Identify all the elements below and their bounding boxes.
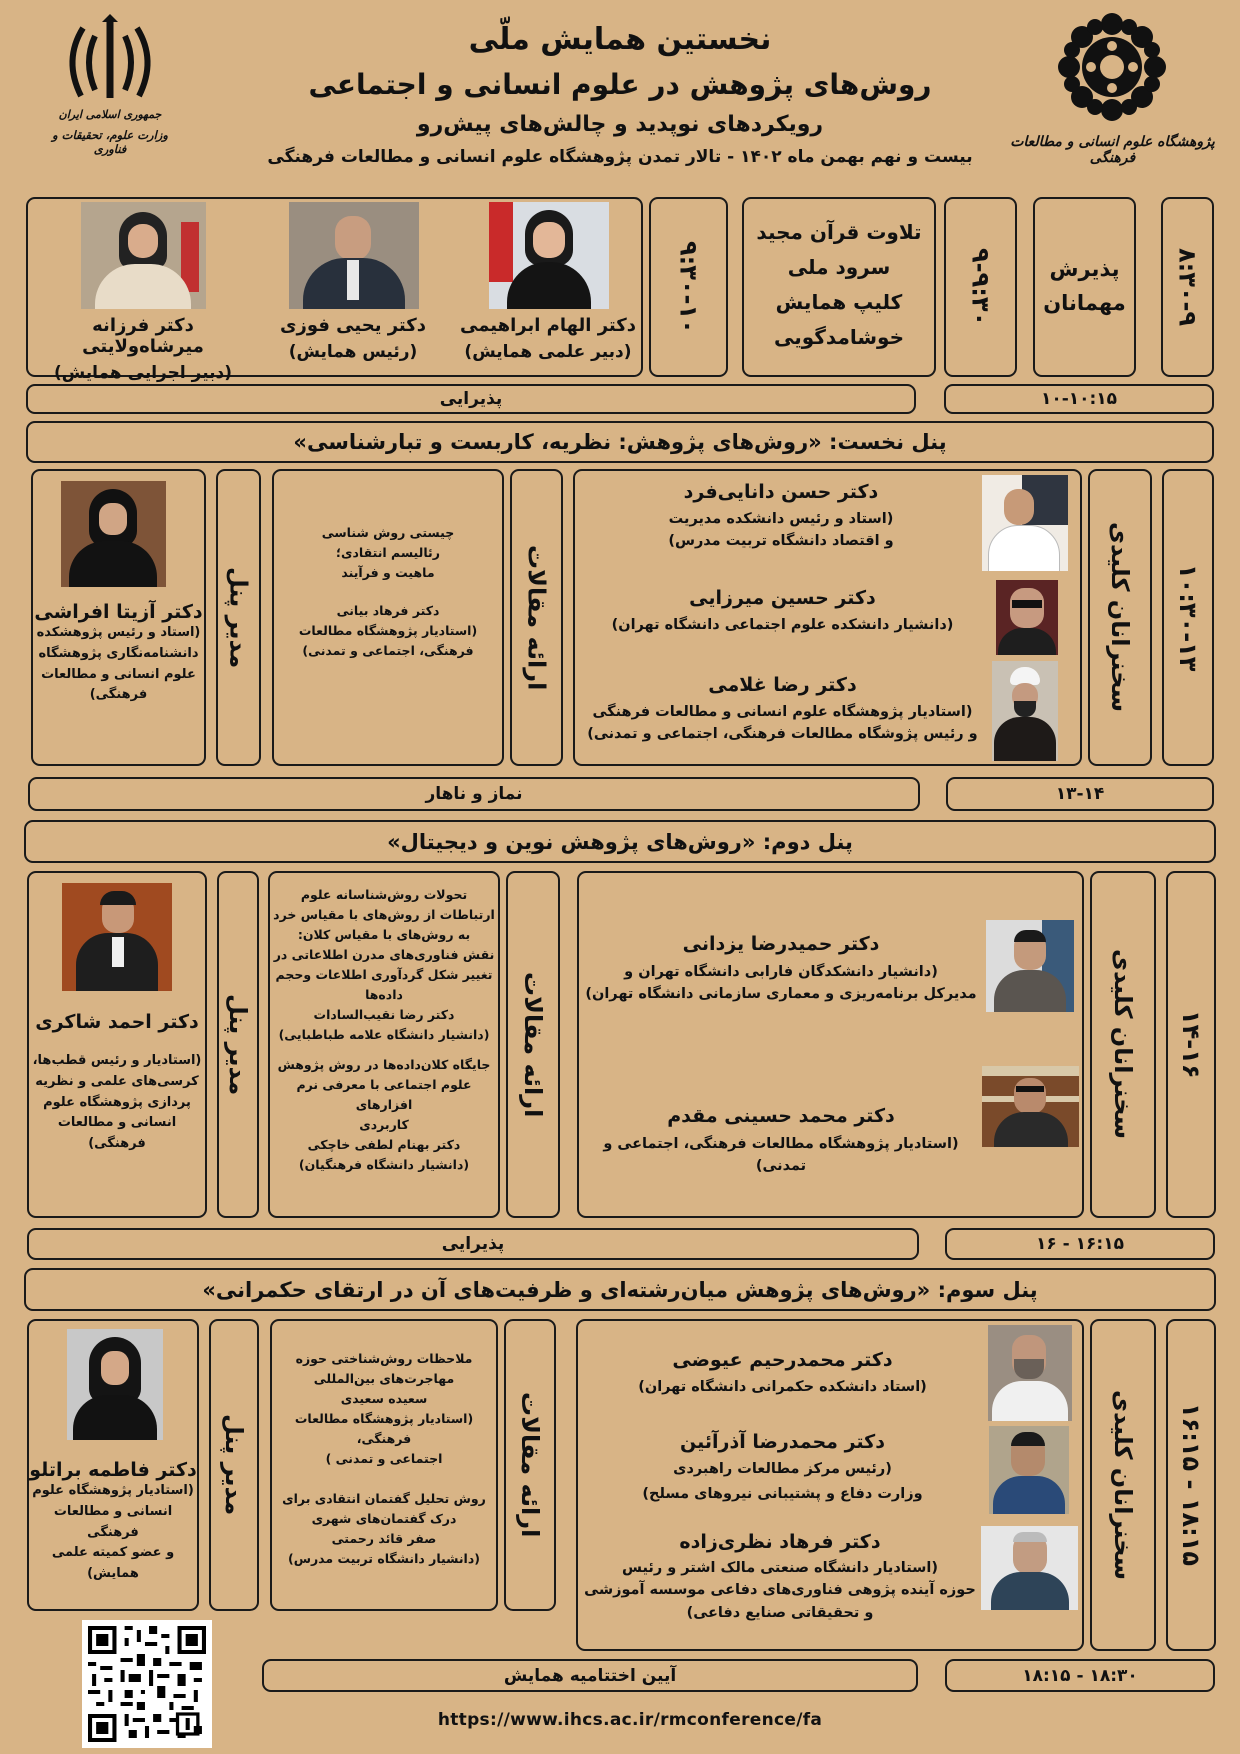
panel-time-text: ۱۴-۱۶: [1177, 1010, 1205, 1079]
moderator-photo: [67, 1329, 163, 1440]
emblem-caption-2: وزارت علوم، تحقیقات و فناوری: [52, 128, 168, 156]
speaker-affiliation: وزارت دفاع و پشتیبانی نیروهای مسلح): [642, 1486, 923, 1503]
panel-title: [24, 1268, 1216, 1311]
program-item: سرود ملی: [787, 255, 891, 279]
speaker-role: (دبیر علمی همایش): [464, 342, 632, 362]
reception-cell: [1033, 197, 1136, 377]
institute-caption: پژوهشگاه علوم انسانی و مطالعات فرهنگی: [1010, 134, 1215, 166]
moderator-affiliation: انسانی و مطالعات فرهنگی): [57, 1115, 177, 1152]
iran-emblem-icon: [55, 12, 165, 107]
program-item: کلیپ همایش: [775, 290, 903, 314]
paper-line: درک گفتمان‌های شهری: [311, 1511, 457, 1526]
moderator-photo: [62, 883, 172, 991]
conference-url-link[interactable]: https://www.ihcs.ac.ir/rmconference/fa: [437, 1710, 823, 1730]
speaker-name: دکتر حسن دانایی‌فرد: [683, 481, 879, 503]
speaker-affiliation: (استادیار پژوهشگاه علوم انسانی و مطالعات فرهنگی: [592, 704, 973, 720]
speaker-photo: [982, 1066, 1079, 1147]
panel-title-text: پنل سوم: «روش‌های پژوهش میان‌رشته‌ای و ظرفیت‌های آن در ارتقای حکمرانی»: [202, 1277, 1038, 1302]
keynote-label-text: سخنرانان کلیدی: [1106, 522, 1134, 713]
break-label-text: پذیرایی: [439, 389, 503, 409]
qr-code-icon: [88, 1626, 206, 1742]
speaker-name: دکتر محمدرضا آذرآئین: [680, 1431, 885, 1453]
moderator-affiliation: و عضو کمیته علمی: [51, 1545, 175, 1561]
paper-line: [272, 1469, 496, 1489]
speaker-affiliation: و رئیس پژوشگاه مطالعات فرهنگی، اجتماعی و تمدنی): [587, 726, 978, 743]
paper-line: تغییر شکل گردآوری اطلاعات وحجم: [275, 967, 493, 982]
paper-line: (دانشیار دانشگاه تربیت مدرس): [288, 1551, 480, 1566]
speaker-name: دکتر فرزانه میرشاه‌ولایتی: [82, 315, 204, 357]
opening-time-2-text: ۹-۹:۳۰: [966, 247, 995, 327]
moderator-affiliation: علوم انسانی و مطالعات: [41, 666, 196, 682]
break-label-text: نماز و ناهار: [425, 784, 523, 804]
closing-time: [945, 1659, 1215, 1692]
speaker-name: دکتر محمد حسینی مقدم: [667, 1105, 895, 1127]
speaker-affiliation: (استاد دانشکده حکمرانی دانشگاه تهران): [638, 1379, 927, 1395]
keynote-speakers-cell: [576, 1319, 1084, 1651]
paper-line: دکتر فرهاد بیانی: [336, 603, 440, 618]
paper-line: (دانشیار دانشگاه فرهنگیان): [298, 1157, 470, 1172]
moderator-name: دکتر فاطمه براتلو: [29, 1459, 197, 1481]
program-item: تلاوت قرآن مجید: [756, 220, 922, 244]
moderator-affiliation: همایش): [87, 1566, 139, 1582]
speaker-photo: [989, 1426, 1069, 1514]
moderator-cell: [27, 871, 207, 1218]
paper-line: داده‌ها: [365, 987, 403, 1002]
paper-line: به روش‌های با مقیاس کلان:: [297, 927, 471, 942]
moderator-label-text: مدیر پنل: [224, 566, 253, 669]
speaker-card: [580, 1349, 985, 1398]
speaker-name: دکتر رضا غلامی: [708, 674, 857, 696]
speaker-card: [575, 587, 990, 636]
moderator-affiliation: فرهنگی): [89, 687, 148, 703]
speaker-photo: [981, 1526, 1078, 1610]
moderator-photo: [61, 481, 166, 587]
speaker-affiliation: (دانشیار دانشکدگان فارابی دانشگاه تهران و: [624, 964, 938, 980]
paper-line: [274, 583, 502, 601]
speaker-photo: [992, 661, 1058, 761]
papers-cell: [268, 871, 500, 1218]
panel-title: [26, 421, 1214, 463]
moderator-label: [216, 469, 261, 766]
title-line-1: نخستین همایش ملّی: [468, 22, 772, 57]
break-time: [944, 384, 1214, 414]
speaker-name: دکتر یحیی فوزی: [279, 315, 426, 336]
speaker-affiliation: و اقتصاد دانشگاه تربیت مدرس): [668, 533, 894, 550]
speaker-card: [581, 481, 981, 553]
papers-label-text: ارائه مقالات: [516, 1392, 544, 1538]
keynote-label: [1090, 1319, 1156, 1651]
speaker-affiliation: و تحقیقاتی صنایع دفاعی): [686, 1604, 874, 1621]
paper-line: (دانشیار دانشگاه علامه طباطبایی): [278, 1027, 490, 1042]
date-venue: بیست و نهم بهمن ماه ۱۴۰۲ - تالار تمدن پژوهشگاه علوم انسانی و مطالعات فرهنگی: [267, 147, 973, 167]
speaker-affiliation: (استادیار دانشگاه صنعتی مالک اشتر و رئیس: [621, 1560, 939, 1576]
paper-line: ماهیت و فرآیند: [341, 565, 435, 580]
moderator-name: دکتر آزیتا افراشی: [34, 601, 203, 623]
moderator-affiliation: دانشنامه‌نگاری پژوهشگاه: [38, 645, 199, 661]
panel-time: [1162, 469, 1214, 766]
moderator-cell: [27, 1319, 199, 1611]
keynote-label-text: سخنرانان کلیدی: [1109, 949, 1137, 1140]
break-time: [946, 777, 1214, 811]
speaker-photo: [489, 202, 609, 309]
title-line-3: رویکردهای نوپدید و چالش‌های پیش‌رو: [416, 112, 824, 137]
moderator-affiliation: انسانی و مطالعات فرهنگی: [53, 1503, 173, 1540]
opening-time-2: [944, 197, 1017, 377]
break-time: [945, 1228, 1215, 1260]
papers-cell: [270, 1319, 498, 1611]
speaker-role: (رئیس همایش): [288, 342, 418, 362]
break-time-text: ۱۳-۱۴: [1055, 784, 1105, 804]
paper-line: سعیده سعیدی: [340, 1391, 428, 1406]
break-label: [27, 1228, 919, 1260]
moderator-label-text: مدیر پنل: [220, 1414, 248, 1516]
paper-line: (استادیار پژوهشگاه مطالعات فرهنگی،: [294, 1411, 474, 1446]
paper-line: اجتماعی و تمدنی ): [325, 1451, 443, 1466]
moderator-name: دکتر احمد شاکری: [35, 1011, 199, 1033]
moderator-affiliation: (استادیار پژوهشگاه علوم: [32, 1483, 194, 1498]
moderator-affiliation: (استاد و رئیس پژوهشکده: [36, 625, 201, 640]
break-time-text: ۱۶ - ۱۶:۱۵: [1036, 1234, 1124, 1254]
program-item: خوشامدگویی: [774, 325, 904, 349]
speaker-card: [580, 1431, 985, 1506]
opening-time-1: [1161, 197, 1214, 377]
papers-label-text: ارائه مقالات: [519, 971, 547, 1118]
break-time-text: ۱۰-۱۰:۱۵: [1040, 389, 1118, 409]
speaker-photo: [982, 475, 1068, 571]
speaker-card: [580, 1531, 980, 1624]
papers-label: [504, 1319, 556, 1611]
closing-label: [262, 1659, 918, 1692]
paper-line: تحولات روش‌شناسانه علوم: [300, 887, 468, 902]
paper-line: کاربردی: [359, 1117, 409, 1132]
paper-line: علوم اجتماعی با معرفی نرم افزارهای: [296, 1077, 472, 1112]
panel-title-text: پنل نخست: «روش‌های پژوهش: نظریه، کاربست و تبارشناسی»: [293, 430, 947, 454]
opening-time-3: [649, 197, 728, 377]
speaker-affiliation: حوزه آینده پژوهی فناوری‌های دفاعی موسسه آموزشی: [584, 1582, 976, 1599]
break-label: [26, 384, 916, 414]
closing-label-text: آیین اختتامیه همایش: [503, 1665, 677, 1686]
paper-line: ملاحظات روش‌شناختی حوزه: [295, 1351, 473, 1366]
paper-line: مهاجرت‌های بین‌المللی: [313, 1371, 455, 1386]
speaker-role: (دبیر اجرایی همایش): [53, 363, 233, 383]
paper-line: چیستی روش شناسی: [321, 525, 455, 540]
papers-cell: [272, 469, 504, 766]
speaker-card: [575, 674, 990, 746]
keynote-label: [1090, 871, 1156, 1218]
moderator-label-text: مدیر پنل: [224, 993, 252, 1096]
speaker-photo: [988, 1325, 1072, 1421]
paper-line: جایگاه کلان‌داده‌ها در روش پژوهش: [277, 1057, 491, 1072]
paper-line: نقش فناوری‌های مدرن اطلاعاتی در: [273, 947, 495, 962]
paper-line: [270, 1045, 498, 1055]
speaker-card: [581, 933, 981, 1006]
paper-line: رئالیسم انتقادی؛: [336, 545, 440, 560]
papers-label: [510, 469, 563, 766]
speaker-name: دکتر الهام ابراهیمی: [460, 315, 636, 336]
paper-line: دکتر رضا نقیب‌السادات: [313, 1007, 455, 1022]
paper-line: (استادیار پژوهشگاه مطالعات: [298, 623, 478, 638]
moderator-affiliation: کرسی‌های علمی و نظریه: [35, 1073, 199, 1089]
keynote-speakers-cell: [577, 871, 1084, 1218]
speaker-name: دکتر محمدرحیم عیوضی: [672, 1349, 893, 1371]
keynote-label-text: سخنرانان کلیدی: [1109, 1389, 1137, 1581]
break-label: [28, 777, 920, 811]
speaker-name: دکتر فرهاد نظری‌زاده: [679, 1531, 881, 1553]
panel-time: [1166, 871, 1216, 1218]
keynote-label: [1088, 469, 1152, 766]
emblem-caption-1: جمهوری اسلامی ایران: [58, 108, 162, 121]
speaker-photo: [81, 202, 206, 309]
break-label-text: پذیرایی: [441, 1234, 505, 1254]
moderator-affiliation: (استادیار و رئیس قطب‌ها،: [32, 1053, 202, 1068]
paper-line: ارتباطات از روش‌های با مقیاس خرد: [273, 907, 495, 922]
opening-time-1-text: ۸:۳۰-۹: [1173, 247, 1202, 327]
moderator-label: [209, 1319, 259, 1611]
moderator-label: [217, 871, 259, 1218]
speaker-affiliation: (دانشیار دانشکده علوم اجتماعی دانشگاه تهران): [611, 617, 954, 633]
speaker-name: دکتر حمیدرضا یزدانی: [682, 933, 880, 955]
closing-time-text: ۱۸:۱۵ - ۱۸:۳۰: [1022, 1665, 1138, 1686]
paper-line: صفر قائد رحمتی: [331, 1531, 437, 1546]
reception-text: پذیرش مهمانان: [1043, 257, 1126, 315]
keynote-speakers-cell: [573, 469, 1082, 766]
speaker-photo: [996, 580, 1058, 655]
panel-title-text: پنل دوم: «روش‌های پژوهش نوین و دیجیتال»: [387, 829, 853, 854]
panel-title: [24, 820, 1216, 863]
qr-code[interactable]: [82, 1620, 212, 1748]
speaker-photo: [289, 202, 419, 309]
moderator-affiliation: پردازی پژوهشگاه علوم: [43, 1094, 191, 1110]
emblem-logo: [55, 12, 165, 107]
title-line-2: روش‌های پژوهش در علوم انسانی و اجتماعی: [308, 68, 932, 101]
speaker-affiliation: (استاد و رئیس دانشکده مدیریت: [668, 511, 894, 527]
paper-line: دکتر بهنام لطفی خاچکی: [307, 1137, 461, 1152]
panel-time: [1166, 1319, 1216, 1651]
opening-speakers-cell: [26, 197, 643, 383]
speaker-affiliation: (استادیار پژوهشگاه مطالعات فرهنگی، اجتماعی و تمدنی): [603, 1136, 959, 1175]
panel-time-text: ۱۶:۱۵ - ۱۸:۱۵: [1177, 1403, 1205, 1567]
speaker-card: [253, 315, 453, 362]
moderator-cell: [31, 469, 206, 766]
speaker-name: دکتر حسین میرزایی: [689, 587, 876, 609]
papers-label: [506, 871, 560, 1218]
papers-label-text: ارائه مقالات: [522, 544, 551, 691]
paper-line: روش تحلیل گفتمان انتقادی برای: [282, 1491, 486, 1506]
opening-program-cell: [742, 197, 936, 377]
speaker-card: [453, 315, 643, 362]
paper-line: فرهنگی، اجتماعی و تمدنی): [302, 643, 474, 658]
speaker-card: [581, 1105, 981, 1178]
speaker-photo: [986, 920, 1074, 1012]
speaker-affiliation: (رئیس مرکز مطالعات راهبردی: [673, 1461, 892, 1477]
speaker-card: [33, 315, 253, 383]
speaker-affiliation: مدیرکل برنامه‌ریزی و معماری سازمانی دانشگاه تهران): [585, 986, 977, 1003]
opening-time-3-text: ۹:۳۰-۱۰: [674, 240, 703, 334]
panel-time-text: ۱۰:۳۰-۱۳: [1174, 563, 1202, 672]
institute-star-icon: [1052, 8, 1172, 126]
institute-logo: [1052, 8, 1172, 126]
